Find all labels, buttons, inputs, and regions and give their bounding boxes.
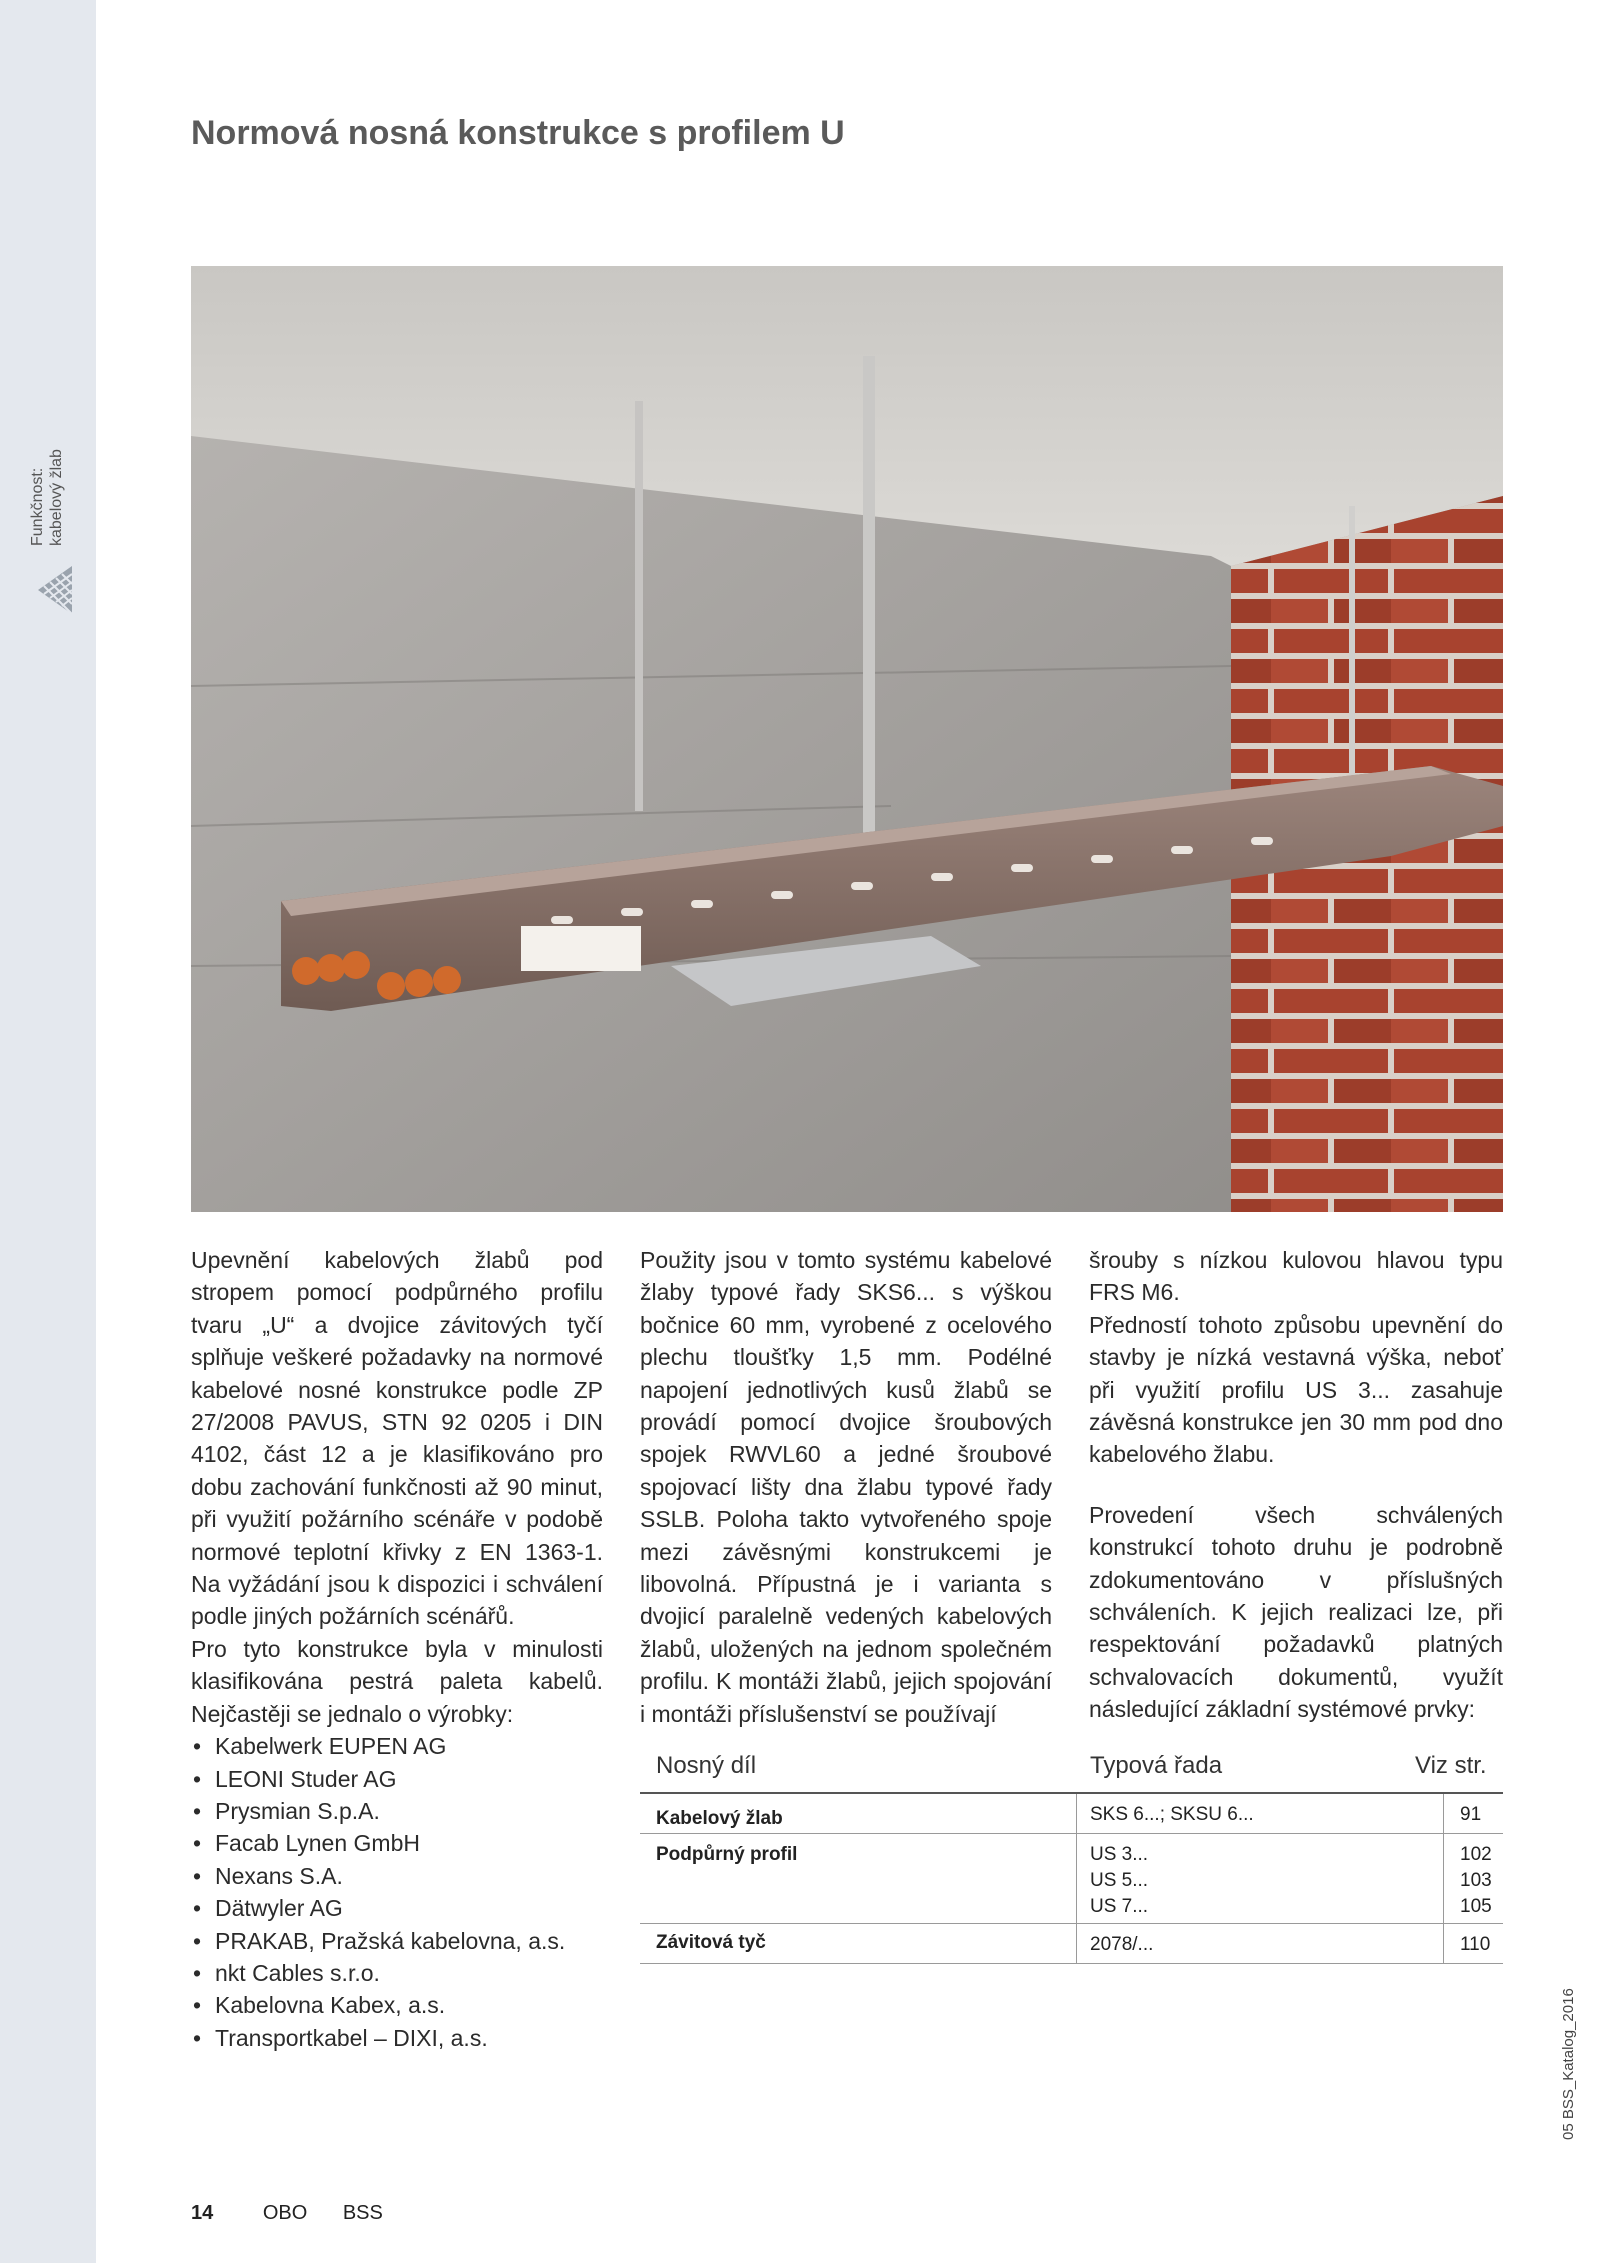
text-column-2 (640, 1244, 1052, 1730)
series-value: US 5... (1090, 1870, 1149, 1891)
text-column-3 (1089, 1244, 1503, 1726)
brand-name: OBO (262, 2202, 308, 2224)
section-label-line2: kabelový žlab (48, 449, 65, 546)
table-row (640, 1924, 1503, 1964)
list-item: • PRAKAB, Pražská kabelovna, a.s. (191, 1925, 603, 1957)
text-column-1 (191, 1244, 603, 2054)
cables-paragraph: Pro tyto konstrukce byla v minulosti klasifikována pestrá paleta kabelů. Nejčastěji se jednalo o výrobky: (191, 1635, 603, 1727)
header-part: Nosný díl (656, 1752, 757, 1779)
list-item: • Prysmian S.p.A. (191, 1795, 603, 1827)
stripes-triangle-icon (34, 562, 74, 618)
cell-part: Kabelový žlab (656, 1808, 783, 1829)
advantage-paragraph: Předností tohoto způsobu upevnění do stavby je nízká vestavná výška, neboť při využití profilu US 3... zasahuje závěsná konstrukce jen 30 mm pod dno kabelového žlabu. (1089, 1311, 1503, 1468)
cell-page (1460, 1842, 1492, 1920)
intro-paragraph: Upevnění kabelových žlabů pod stropem pomocí podpůrného profilu tvaru „U“ a dvojice závitových tyčí splňuje veškeré požadavky na normové kabelové nosné konstrukce podle ZP 27/2008 PAVUS, STN 92 0205 i DIN 4102, část 12 a je klasifikováno pro dobu zachování funkčnosti až 90 minut, při využití požárního scénáře v podobě normové teplotní křivky z EN 1363-1. Na vyžádání jsou k dispozici i schválení podle jiných požárních scénářů. (191, 1247, 603, 1630)
cell-page: 110 (1460, 1934, 1491, 1955)
list-item: • Nexans S.A. (191, 1860, 603, 1892)
cable-tray-installation-photo (191, 266, 1503, 1212)
page-value: 105 (1460, 1896, 1492, 1917)
series-value: US 3... (1090, 1844, 1149, 1865)
components-table (640, 1748, 1503, 1964)
header-page: Viz str. (1415, 1752, 1487, 1779)
manufacturer-list (191, 1730, 603, 2054)
cell-part: Podpůrný profil (656, 1844, 798, 1865)
list-item: • nkt Cables s.r.o. (191, 1957, 603, 1989)
list-item: • Kabelwerk EUPEN AG (191, 1730, 603, 1762)
approvals-paragraph: Provedení všech schválených konstrukcí tohoto druhu je podrobně zdokumentováno v příslušných schváleních. K jejich realizaci lze, při respektování požadavků platných schvalovacích dokumentů, využít následující základní systémové prvky: (1089, 1501, 1503, 1723)
header-series: Typová řada (1090, 1752, 1223, 1779)
cell-series: 2078/... (1090, 1934, 1154, 1955)
cell-page: 91 (1460, 1804, 1482, 1825)
catalog-code: 05 BSS_Katalog_2016 (1560, 1988, 1577, 2140)
section-label-line1: Funkčnost: (29, 467, 46, 546)
table-row (640, 1794, 1503, 1834)
list-item: • LEONI Studer AG (191, 1763, 603, 1795)
page-number: 14 (191, 2202, 214, 2224)
cell-series: SKS 6...; SKSU 6... (1090, 1804, 1254, 1825)
page-value: 102 (1460, 1844, 1492, 1865)
section-name: BSS (342, 2202, 383, 2224)
page-footer (191, 2202, 413, 2225)
page-title: Normová nosná konstrukce s profilem U (191, 114, 845, 152)
list-item: • Dätwyler AG (191, 1892, 603, 1924)
list-item: • Facab Lynen GmbH (191, 1827, 603, 1859)
list-item: • Kabelovna Kabex, a.s. (191, 1989, 603, 2021)
side-band (0, 0, 96, 2263)
cell-series (1090, 1842, 1148, 1920)
table-row (640, 1834, 1503, 1924)
section-label (28, 416, 74, 546)
cell-part: Závitová tyč (656, 1932, 766, 1953)
list-item: • Transportkabel – DIXI, a.s. (191, 2022, 603, 2054)
series-value: US 7... (1090, 1896, 1149, 1917)
table-header (640, 1748, 1503, 1794)
system-paragraph: Použity jsou v tomto systému kabelové žlaby typové řady SKS6... s výškou bočnice 60 mm, vyrobené z ocelového plechu tloušťky 1,5 mm. Podélné napojení jednotlivých kusů žlabů se provádí pomocí dvojice šroubových spojek RWVL60 a jedné šroubové spojovací lišty dna žlabu typové řady SSLB. Poloha takto vytvořeného spoje mezi závěsnými konstrukcemi je libovolná. Přípustná je i varianta s dvojicí paralelně vedených kabelových žlabů, uložených na jednom společném profilu. K montáži žlabů, jejich spojování i montáži příslušenství se používají (640, 1247, 1052, 1727)
screws-paragraph: šrouby s nízkou kulovou hlavou typu FRS M6. (1089, 1247, 1503, 1306)
page-value: 103 (1460, 1870, 1492, 1891)
